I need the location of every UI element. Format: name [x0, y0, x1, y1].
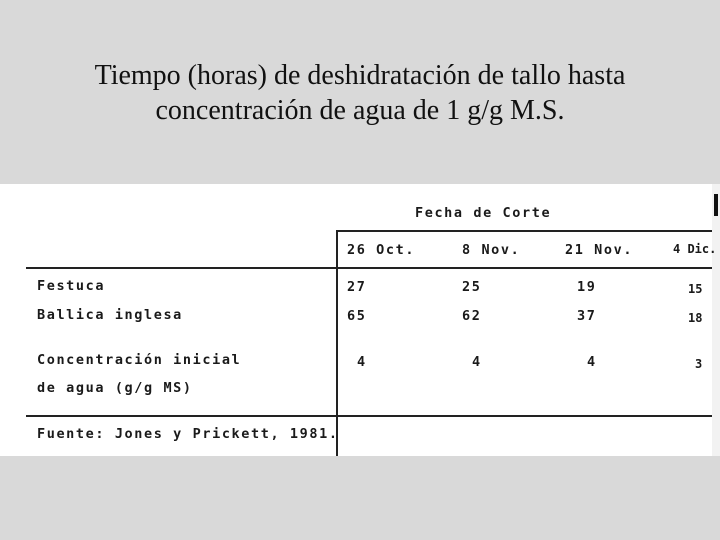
column-header-4: 4 Dic.: [673, 242, 717, 256]
column-header-3: 21 Nov.: [565, 242, 634, 258]
cell-ballica-4: 18: [688, 311, 703, 325]
cell-ballica-1: 65: [347, 308, 367, 324]
body-rule-bottom: [26, 415, 712, 417]
row-label-concentracion-2: de agua (g/g MS): [37, 380, 193, 396]
title-line-1: Tiempo (horas) de deshidratación de tallo hasta: [94, 60, 626, 91]
column-divider: [336, 230, 338, 456]
cell-festuca-4: 15: [688, 282, 703, 296]
cell-festuca-3: 19: [577, 279, 597, 295]
header-rule-bottom: [26, 267, 712, 269]
slide-title: [0, 58, 720, 128]
cell-concentracion-1: 4: [357, 354, 367, 370]
scan-edge: [712, 184, 720, 456]
source-note: Fuente: Jones y Prickett, 1981.: [37, 426, 339, 442]
cell-ballica-3: 37: [577, 308, 597, 324]
cell-festuca-2: 25: [462, 279, 482, 295]
row-label-ballica: Ballica inglesa: [37, 307, 183, 323]
cell-concentracion-3: 4: [587, 354, 597, 370]
header-rule-top: [338, 230, 712, 232]
title-line-2: concentración de agua de 1 g/g M.S.: [155, 95, 565, 126]
scanned-table: [0, 184, 720, 456]
cell-ballica-2: 62: [462, 308, 482, 324]
cell-concentracion-4: 3: [695, 357, 703, 371]
row-label-festuca: Festuca: [37, 278, 106, 294]
scan-edge-mark: [714, 194, 718, 216]
column-header-1: 26 Oct.: [347, 242, 416, 258]
row-label-concentracion-1: Concentración inicial: [37, 352, 242, 368]
cell-festuca-1: 27: [347, 279, 367, 295]
column-header-2: 8 Nov.: [462, 242, 521, 258]
group-header: Fecha de Corte: [415, 205, 552, 221]
cell-concentracion-2: 4: [472, 354, 482, 370]
